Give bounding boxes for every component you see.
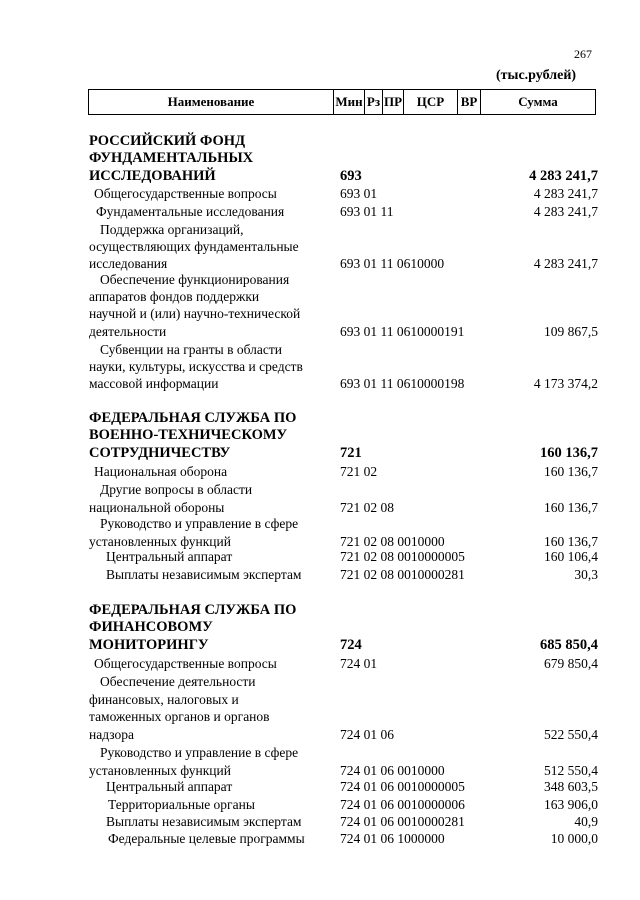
section-title-line: МОНИТОРИНГУ xyxy=(89,636,209,653)
item-code: 693 01 11 0610000 xyxy=(340,256,445,272)
item-amount: 4 283 241,7 xyxy=(533,256,598,272)
item-name-line: осуществляющих фундаментальные xyxy=(89,239,299,255)
item-amount: 522 550,4 xyxy=(544,726,598,742)
item-code: 724 01 06 1000000 xyxy=(340,831,445,846)
item-name-line: Обеспечение деятельности xyxy=(100,674,256,689)
item-code: 721 02 xyxy=(340,464,378,479)
item-name-line: установленных функций xyxy=(89,762,231,778)
item-name-line: Центральный аппарат xyxy=(106,779,233,794)
item-name-line: Федеральные целевые программы xyxy=(108,831,305,846)
item-name-line: деятельности xyxy=(89,323,167,339)
item-name-line: Поддержка организаций, xyxy=(100,222,244,237)
section-title-line: ВОЕННО-ТЕХНИЧЕСКОМУ xyxy=(89,427,288,444)
item-name-line: Руководство и управление в сфере xyxy=(100,745,299,760)
item-amount: 679 850,4 xyxy=(544,656,598,671)
item-amount: 10 000,0 xyxy=(550,831,598,846)
item-code: 693 01 11 xyxy=(340,204,394,219)
item-code: 724 01 06 0010000005 xyxy=(340,779,465,794)
item-amount: 160 136,7 xyxy=(544,499,598,515)
section-title-line: ФУНДАМЕНТАЛЬНЫХ xyxy=(89,150,254,167)
item-amount: 348 603,5 xyxy=(544,779,598,794)
header-pr: ПР xyxy=(382,89,404,115)
section-amount: 4 283 241,7 xyxy=(529,167,598,184)
item-name-line: науки, культуры, искусства и средств xyxy=(89,359,303,375)
header-rz: Рз xyxy=(364,89,383,115)
item-amount: 4 283 241,7 xyxy=(533,204,598,219)
header-csr: ЦСР xyxy=(403,89,458,115)
item-name-line: установленных функций xyxy=(89,533,231,549)
header-min: Мин xyxy=(333,89,365,115)
item-code: 693 01 11 0610000198 xyxy=(340,376,465,392)
item-name-line: исследования xyxy=(89,256,168,272)
header-name: Наименование xyxy=(88,89,334,115)
item-code: 721 02 08 0010000005 xyxy=(340,549,465,564)
item-name-line: Другие вопросы в области xyxy=(100,482,253,497)
item-name-line: Выплаты независимым экспертам xyxy=(106,814,302,829)
item-name-line: Центральный аппарат xyxy=(106,549,233,564)
section-code: 724 xyxy=(340,636,362,653)
item-code: 724 01 06 0010000 xyxy=(340,762,445,778)
item-name-line: Общегосударственные вопросы xyxy=(94,186,277,201)
page-number: 267 xyxy=(574,47,592,61)
item-code: 724 01 06 0010000281 xyxy=(340,814,465,829)
item-amount: 4 173 374,2 xyxy=(533,376,598,392)
item-name-line: Фундаментальные исследования xyxy=(96,204,285,219)
item-amount: 512 550,4 xyxy=(544,762,598,778)
item-name-line: финансовых, налоговых и xyxy=(89,691,239,707)
section-title-line: ФИНАНСОВОМУ xyxy=(89,619,213,636)
item-code: 721 02 08 0010000 xyxy=(340,533,445,549)
section-title-line: ФЕДЕРАЛЬНАЯ СЛУЖБА ПО xyxy=(89,410,297,426)
item-name-line: надзора xyxy=(89,726,134,742)
item-code: 693 01 11 0610000191 xyxy=(340,323,465,339)
item-amount: 4 283 241,7 xyxy=(533,186,598,201)
item-code: 724 01 06 0010000006 xyxy=(340,797,465,812)
section-title-line: РОССИЙСКИЙ ФОНД xyxy=(89,133,246,149)
item-amount: 163 906,0 xyxy=(544,797,598,812)
item-name-line: Субвенции на гранты в области xyxy=(100,342,282,357)
item-code: 721 02 08 xyxy=(340,499,394,515)
section-code: 693 xyxy=(340,167,362,184)
item-amount: 160 136,7 xyxy=(544,464,598,479)
item-name-line: научной и (или) научно-технической xyxy=(89,306,301,322)
item-amount: 30,3 xyxy=(574,567,598,582)
item-name-line: Выплаты независимым экспертам xyxy=(106,567,302,582)
item-name-line: массовой информации xyxy=(89,376,219,392)
section-title-line: ФЕДЕРАЛЬНАЯ СЛУЖБА ПО xyxy=(89,602,297,618)
item-name-line: Национальная оборона xyxy=(94,464,228,479)
item-name-line: таможенных органов и органов xyxy=(89,709,270,725)
item-name-line: аппаратов фондов поддержки xyxy=(89,289,260,305)
header-vr: ВР xyxy=(457,89,481,115)
item-name-line: Общегосударственные вопросы xyxy=(94,656,277,671)
section-code: 721 xyxy=(340,444,362,461)
item-name-line: Руководство и управление в сфере xyxy=(100,516,299,531)
item-code: 693 01 xyxy=(340,186,378,201)
section-amount: 160 136,7 xyxy=(540,444,598,461)
section-title-line: ИССЛЕДОВАНИЙ xyxy=(89,167,216,184)
item-name-line: Обеспечение функционирования xyxy=(100,272,290,287)
item-amount: 160 136,7 xyxy=(544,533,598,549)
item-code: 724 01 06 xyxy=(340,726,394,742)
item-code: 721 02 08 0010000281 xyxy=(340,567,465,582)
header-sum: Сумма xyxy=(480,89,596,115)
item-code: 724 01 xyxy=(340,656,378,671)
section-amount: 685 850,4 xyxy=(540,636,598,653)
units-label: (тыс.рублей) xyxy=(496,68,577,83)
item-name-line: национальной обороны xyxy=(89,499,225,515)
section-title-line: СОТРУДНИЧЕСТВУ xyxy=(89,444,231,461)
item-name-line: Территориальные органы xyxy=(108,797,255,812)
item-amount: 40,9 xyxy=(574,814,598,829)
item-amount: 109 867,5 xyxy=(544,323,598,339)
item-amount: 160 106,4 xyxy=(544,549,598,564)
